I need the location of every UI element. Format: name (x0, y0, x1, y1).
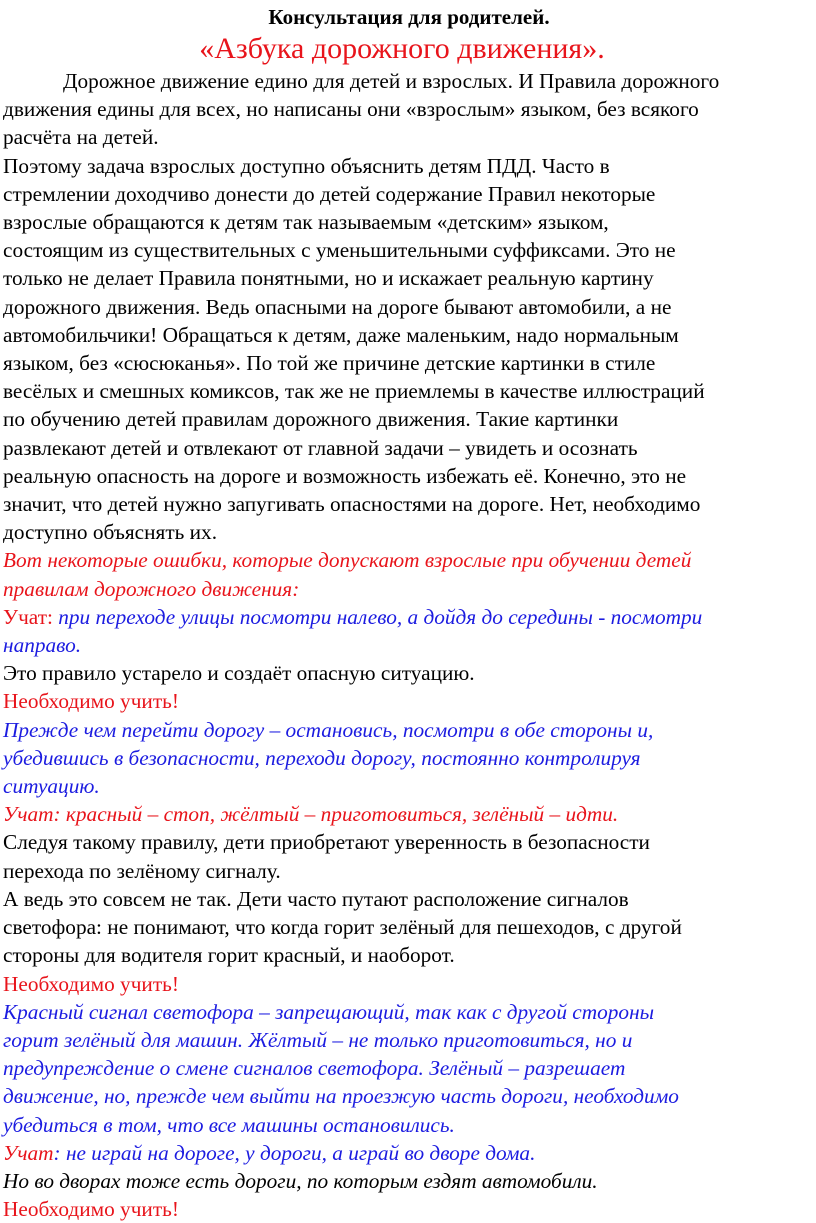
text-line: состоящим из существительных с уменьшительными суффиксами. Это не (3, 238, 676, 263)
text-line: направо. (3, 633, 82, 658)
text-line: взрослые обращаются к детям так называемым «детским» языком, (3, 210, 609, 235)
text-line: Следуя такому правилу, дети приобретают уверенность в безопасности (3, 830, 650, 855)
rule-three (3, 1139, 815, 1223)
rule-two (3, 800, 815, 1138)
text-line: автомобильчики! Обращаться к детям, даже маленьким, надо нормальным (3, 322, 679, 347)
text-line: А ведь это совсем не так. Дети часто путают расположение сигналов (3, 886, 629, 911)
text-line: развлекают детей и отвлекают от главной задачи – увидеть и осознать (3, 435, 638, 460)
text-line: движения едины для всех, но написаны они «взрослым» языком, без всякого (3, 97, 699, 122)
text-line: значит, что детей нужно запугивать опасностями на дороге. Нет, необходимо (3, 492, 701, 517)
text-line: убедившись в безопасности, переходи дорогу, постоянно контролируя (3, 745, 641, 770)
rule-one (3, 603, 815, 800)
text-line: светофора: не понимают, что когда горит зелёный для пешеходов, с другой (3, 915, 682, 940)
text-line: по обучению детей правилам дорожного движения. Такие картинки (3, 407, 619, 432)
text-line: доступно объяснять их. (3, 520, 218, 545)
text-line: Поэтому задача взрослых доступно объяснить детям ПДД. Часто в (3, 153, 610, 178)
must-teach-label: Необходимо учить! (3, 971, 179, 996)
text-line: языком, без «сюсюканья». По той же причине детские картинки в стиле (3, 351, 656, 376)
teach-label: Учат (3, 1140, 54, 1165)
must-teach-label: Необходимо учить! (3, 1197, 179, 1222)
text-line: Вот некоторые ошибки, которые допускают взрослые при обучении детей (3, 548, 692, 573)
text-line: ситуацию. (3, 774, 100, 799)
teach-label: Учат: (3, 604, 59, 629)
text-line: Дорожное движение едино для детей и взрослых. И Правила дорожного (63, 69, 720, 93)
text-line: весёлых и смешных комиксов, так же не приемлемы в качестве иллюстраций (3, 379, 705, 404)
must-teach-label: Необходимо учить! (3, 689, 179, 714)
text-line: дорожного движения. Ведь опасными на дороге бывают автомобили, а не (3, 294, 672, 319)
text-line: правилам дорожного движения: (3, 576, 300, 601)
text-line: Но во дворах тоже есть дороги, по которым ездят автомобили. (3, 1168, 598, 1193)
text-line: стороны для водителя горит красный, и наоборот. (3, 943, 455, 968)
text-line: стремлении доходчиво донести до детей содержание Правил некоторые (3, 181, 656, 206)
text-line: расчёта на детей. (3, 125, 159, 150)
text-line: : не играй на дороге, у дороги, а играй во дворе дома. (53, 1140, 536, 1165)
text-line: реальную опасность на дороге и возможность избежать её. Конечно, это не (3, 463, 687, 488)
text-line: перехода по зелёному сигналу. (3, 858, 281, 883)
text-line: горит зелёный для машин. Жёлтый – не только приготовиться, но и (3, 1027, 633, 1052)
text-line: предупреждение о смене сигналов светофора. Зелёный – разрешает (3, 1056, 626, 1081)
text-line: Это правило устарело и создаёт опасную ситуацию. (3, 661, 475, 686)
document-title: Консультация для родителей. (268, 5, 550, 29)
text-line: Прежде чем перейти дорогу – остановись, посмотри в обе стороны и, (3, 717, 654, 742)
document-subtitle: «Азбука дорожного движения». (199, 32, 605, 65)
text-line: Красный сигнал светофора – запрещающий, так как с другой стороны (3, 999, 655, 1024)
text-line: движение, но, прежде чем выйти на проезжую часть дороги, необходимо (3, 1084, 679, 1109)
document-page (3, 0, 815, 1223)
mistakes-heading (3, 546, 815, 602)
text-line: только не делает Правила понятными, но и искажает реальную картину (3, 266, 654, 291)
text-line: Учат: красный – стоп, жёлтый – приготовиться, зелёный – идти. (3, 802, 619, 827)
intro-paragraph (3, 67, 815, 152)
main-paragraph (3, 152, 815, 547)
text-line: убедиться в том, что все машины остановились. (3, 1112, 455, 1137)
text-line: при переходе улицы посмотри налево, а дойдя до середины - посмотри (58, 604, 703, 629)
